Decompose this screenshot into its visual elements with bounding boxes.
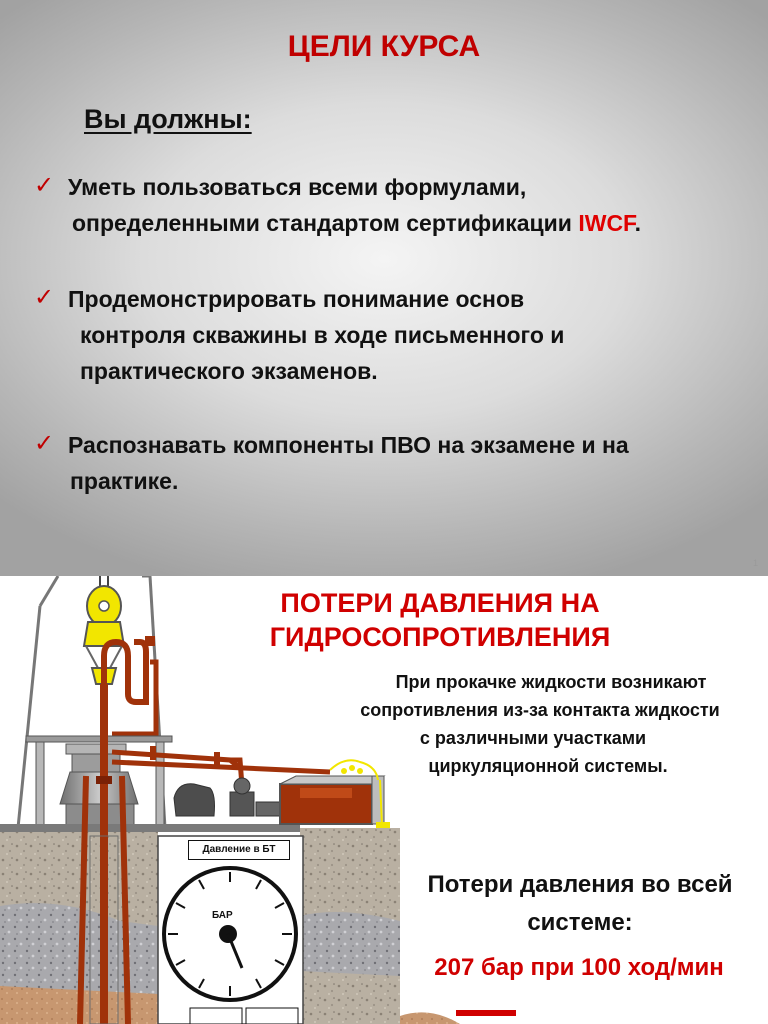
slide-subtitle: Вы должны: <box>84 104 252 134</box>
standpipe <box>104 642 156 734</box>
total-loss-value: 207 бар при 100 ход/мин <box>434 954 724 981</box>
bullet-line: Уметь пользоваться всеми формулами, <box>68 174 527 200</box>
mud-pump <box>174 778 282 816</box>
gauge-label: Давление в БТ <box>188 840 290 860</box>
bullet-line: Продемонстрировать понимание основ <box>68 286 525 312</box>
slide-title: ПОТЕРИ ДАВЛЕНИЯ НА ГИДРОСОПРОТИВЛЕНИЯ <box>269 588 611 652</box>
check-icon: ✓ <box>34 172 55 199</box>
bullet-line: контроля скважины в ходе письменного и <box>80 322 565 348</box>
gauge-unit-label: БАР <box>212 910 233 921</box>
cut-off-text <box>456 1010 516 1016</box>
slide-description: При прокачке жидкости возникают сопротивления из-за контакта жидкости с различными участками циркуляционной системы. <box>360 672 720 776</box>
check-icon: ✓ <box>34 284 55 311</box>
slide-title: ЦЕЛИ КУРСА <box>287 30 481 63</box>
check-icon: ✓ <box>34 430 55 457</box>
bullet-line: Распознавать компоненты ПВО на экзамене и на <box>68 432 629 458</box>
bullet-line: практике. <box>70 468 179 494</box>
iwcf-highlight: IWCF <box>578 210 635 236</box>
slide-pressure-losses <box>0 576 768 1024</box>
bullet-line: определенными стандартом сертификации IWCF. <box>72 210 641 236</box>
pressure-gauge-panel <box>158 836 303 1024</box>
page-number: 1 <box>752 558 758 568</box>
bullet-line: практического экзаменов. <box>80 358 378 384</box>
total-loss-label: Потери давления во всей системе: <box>427 871 733 936</box>
